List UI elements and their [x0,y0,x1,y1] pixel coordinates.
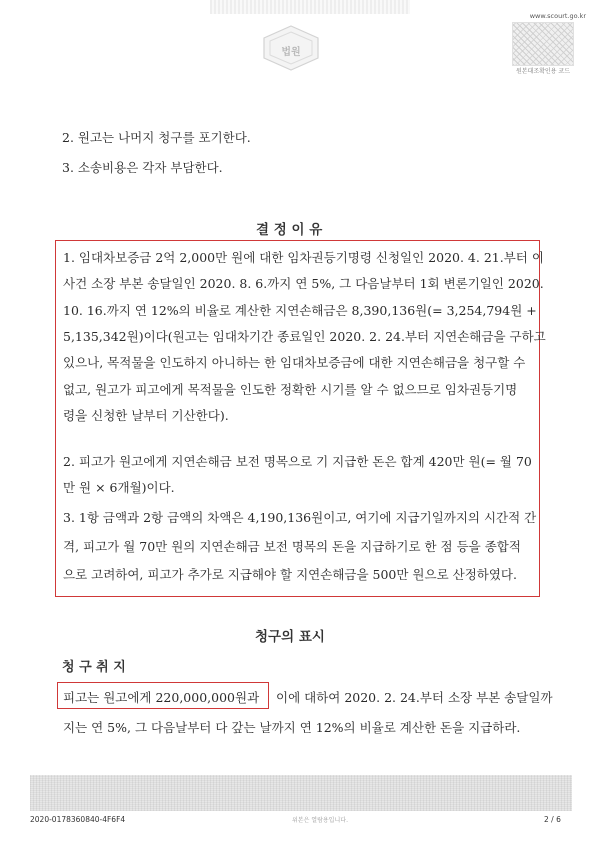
page-number: 2 / 6 [544,815,561,824]
reasons-line: 3. 1항 금액과 2항 금액의 차액은 4,190,136원이고, 여기에 지급기일까지의 시간적 간 [63,510,537,525]
qr-caption: 원본대조확인용 코드 [515,68,571,75]
court-url: www.scourt.go.kr [529,12,586,20]
footer-pattern-band [30,775,572,811]
verification-qr-code [512,22,574,66]
reasons-line: 격, 피고가 월 70만 원의 지연손해금 보전 명목의 돈을 지급하기로 한 점 등을 종합적 [63,539,521,554]
court-seal-watermark [260,24,322,72]
footer-note: 위본은 열람용입니다. [292,817,348,824]
reasons-heading: 결 정 이 유 [256,222,323,238]
reasons-line: 으로 고려하여, 피고가 추가로 지급해야 할 지연손해금을 500만 원으로 산정하였다. [63,567,517,582]
reasons-line: 만 원 × 6개월)이다. [63,480,175,495]
claim-amount-text: 피고는 원고에게 220,000,000원과 [63,690,260,705]
claim-text-line-2: 지는 연 5%, 그 다음날부터 다 갚는 날까지 연 12%의 비율로 계산한 돈을 지급하라. [63,720,521,735]
order-item-2: 2. 원고는 나머지 청구를 포기한다. [62,130,251,145]
order-item-3: 3. 소송비용은 각자 부담한다. [62,160,223,175]
reasons-line: 5,135,342원)이다(원고는 임대차기간 종료일인 2020. 2. 24.부터 지연손해금을 구하고 [63,329,546,344]
document-id: 2020-0178360840-4F6F4 [30,815,126,824]
reasons-line: 령을 신청한 날부터 기산한다). [63,408,229,423]
reasons-line: 1. 임대차보증금 2억 2,000만 원에 대한 임차권등기명령 신청일인 2020. 4. 21.부터 이 [63,250,544,265]
reasons-line: 있으나, 목적물을 인도하지 아니하는 한 임대차보증금에 대한 지연손해금을 청구할 수 [63,355,526,370]
scan-noise-band [210,0,410,14]
reasons-line: 없고, 원고가 피고에게 목적물을 인도한 정확한 시기를 알 수 없으므로 임차권등기명 [63,382,518,397]
reasons-line: 2. 피고가 원고에게 지연손해금 보전 명목으로 기 지급한 돈은 합계 420만 원(= 월 70 [63,454,532,469]
claim-heading: 청구의 표시 [255,629,325,645]
claim-text: 이에 대하여 2020. 2. 24.부터 소장 부본 송달일까 [276,690,553,705]
claim-subheading: 청 구 취 지 [62,660,126,675]
reasons-line: 10. 16.까지 연 12%의 비율로 계산한 지연손해금은 8,390,136원(= 3,254,794원 + [63,303,537,318]
reasons-line: 사건 소장 부본 송달일인 2020. 8. 6.까지 연 5%, 그 다음날부터 1회 변론기일인 2020. [63,276,544,291]
seal-label: 법원 [281,47,301,58]
